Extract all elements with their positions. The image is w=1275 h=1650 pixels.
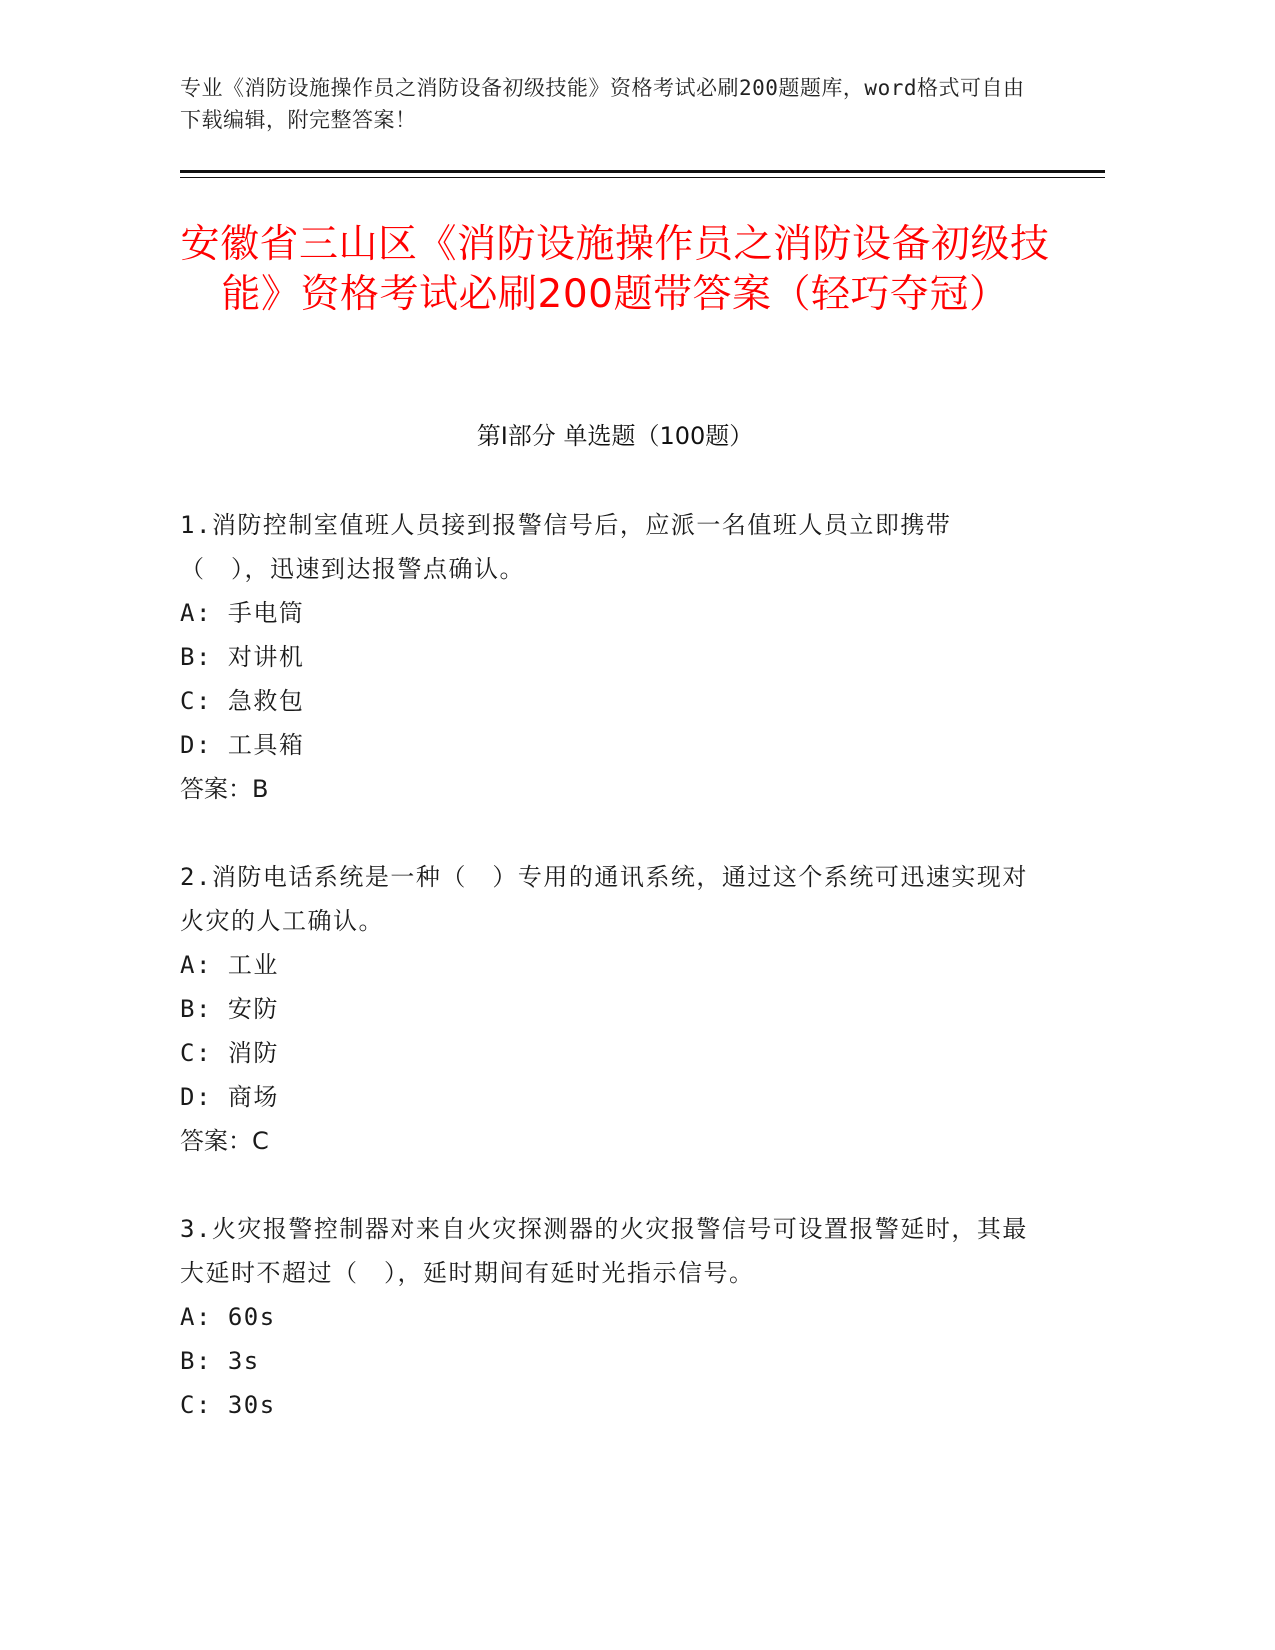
option-a: A: 手电筒 — [180, 599, 305, 627]
option-c: C: 急救包 — [180, 687, 305, 715]
answer-line: 答案：B — [180, 775, 269, 803]
option-b: B: 安防 — [180, 995, 279, 1023]
option-a: A: 60s — [180, 1303, 276, 1331]
question-stem: 2.消防电话系统是一种（ ）专用的通讯系统，通过这个系统可迅速实现对火灾的人工确认。 — [180, 863, 1028, 935]
option-b: B: 对讲机 — [180, 643, 305, 671]
document-title: 安徽省三山区《消防设施操作员之消防设备初级技能》资格考试必刷200题带答案（轻巧夺冠） — [180, 222, 1050, 317]
section-heading: 第I部分 单选题（100题） — [476, 422, 754, 450]
question-2 — [180, 855, 1030, 1163]
header-divider-thin — [180, 177, 1105, 178]
question-stem: 1.消防控制室值班人员接到报警信号后，应派一名值班人员立即携带（ ），迅速到达报警点确认。 — [180, 511, 952, 583]
option-c: C: 30s — [180, 1391, 276, 1419]
option-a: A: 工业 — [180, 951, 279, 979]
header-note: 专业《消防设施操作员之消防设备初级技能》资格考试必刷200题题库，word格式可自由下载编辑，附完整答案！ — [180, 76, 1025, 132]
answer-line: 答案：C — [180, 1127, 269, 1155]
option-b: B: 3s — [180, 1347, 260, 1375]
question-3 — [180, 1207, 1030, 1427]
header-divider-thick — [180, 170, 1105, 173]
question-list — [180, 503, 1030, 1471]
option-d: D: 商场 — [180, 1083, 279, 1111]
option-d: D: 工具箱 — [180, 731, 305, 759]
option-c: C: 消防 — [180, 1039, 279, 1067]
question-1 — [180, 503, 1030, 811]
question-stem: 3.火灾报警控制器对来自火灾探测器的火灾报警信号可设置报警延时，其最大延时不超过（ ），延时期间有延时光指示信号。 — [180, 1215, 1028, 1287]
